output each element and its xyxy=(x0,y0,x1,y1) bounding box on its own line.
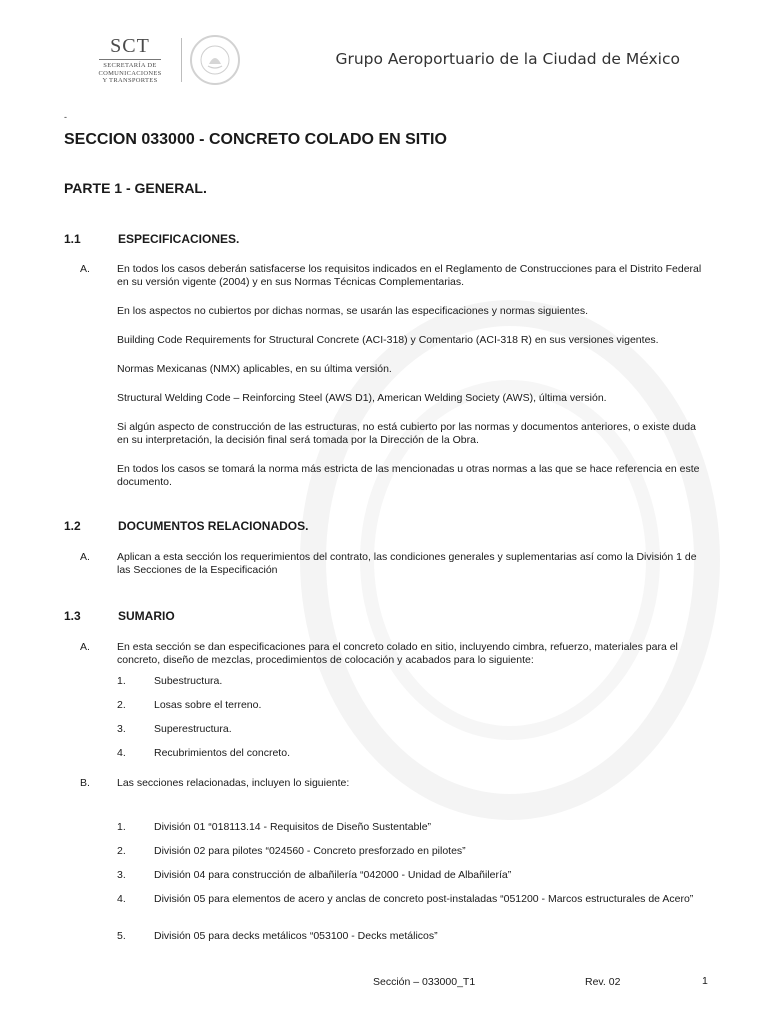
sct-logo-title: SCT xyxy=(110,35,150,57)
sct-logo-line-2: COMUNICACIONES xyxy=(98,69,162,77)
list-number: 3. xyxy=(117,869,126,881)
list-text: División 04 para construcción de albañilería “042000 - Unidad de Albañilería” xyxy=(154,869,512,881)
sct-logo xyxy=(80,36,180,96)
list-item xyxy=(117,675,707,699)
list-item xyxy=(117,821,707,845)
item-body xyxy=(117,641,707,771)
paragraph: Si algún aspecto de construcción de las estructuras, no está cubierto por las normas y documentos anteriores, o existe duda en su interpretación, la decisión final será tomada por la Dirección de la Obra. xyxy=(117,421,696,446)
list-item xyxy=(117,930,707,954)
footer-revision: Rev. 02 xyxy=(585,976,621,988)
list-text: División 05 para decks metálicos “053100 - Decks metálicos” xyxy=(154,930,438,942)
organization-name: Grupo Aeroportuario de la Ciudad de México xyxy=(335,50,680,68)
list-item xyxy=(117,699,707,723)
footer-section-code: Sección – 033000_T1 xyxy=(373,976,476,988)
item-body xyxy=(117,821,707,954)
paragraph: Building Code Requirements for Structural Concrete (ACI-318) y Comentario (ACI-318 R) en sus versiones vigentes. xyxy=(117,334,659,346)
list-text: Subestructura. xyxy=(154,675,223,687)
item-body xyxy=(117,263,707,505)
paragraph: En todos los casos se tomará la norma más estricta de las mencionadas u otras normas a las que se hace referencia en este documento. xyxy=(117,463,700,488)
list-item xyxy=(117,869,707,893)
heading-number: 1.3 xyxy=(64,609,81,623)
item-marker: A. xyxy=(80,641,90,653)
list-number: 2. xyxy=(117,699,126,711)
sct-logo-line-1: SECRETARÍA DE xyxy=(103,62,157,69)
item-body xyxy=(117,777,707,806)
list-number: 2. xyxy=(117,845,126,857)
list-item xyxy=(117,845,707,869)
paragraph: Structural Welding Code – Reinforcing Steel (AWS D1), American Welding Society (AWS), última versión. xyxy=(117,392,607,404)
heading-text: ESPECIFICACIONES. xyxy=(118,232,240,246)
item-marker: B. xyxy=(80,777,90,789)
logo-rule xyxy=(99,59,161,60)
list-item xyxy=(117,723,707,747)
paragraph: Aplican a esta sección los requerimientos del contrato, las condiciones generales y suplementarias así como la División 1 de las Secciones de la Especificación xyxy=(117,551,697,576)
item-marker: A. xyxy=(80,263,90,275)
list-text: División 01 “018113.14 - Requisitos de Diseño Sustentable” xyxy=(154,821,432,833)
list-number: 1. xyxy=(117,821,126,833)
paragraph: En esta sección se dan especificaciones para el concreto colado en sitio, incluyendo cimbra, refuerzo, materiales para el concreto, diseño de mezclas, procedimientos de colocación y acabados para lo siguiente: xyxy=(117,641,678,666)
list-text: División 05 para elementos de acero y anclas de concreto post-instaladas “051200 - Marcos estructurales de Acero” xyxy=(154,893,694,905)
list-text: Recubrimientos del concreto. xyxy=(154,747,290,759)
paragraph: En los aspectos no cubiertos por dichas normas, se usarán las especificaciones y normas siguientes. xyxy=(117,305,588,317)
logo-divider xyxy=(181,38,182,82)
section-title: SECCION 033000 - CONCRETO COLADO EN SITIO xyxy=(64,131,447,148)
item-body xyxy=(117,551,707,593)
paragraph: Normas Mexicanas (NMX) aplicables, en su última versión. xyxy=(117,363,392,375)
list-number: 4. xyxy=(117,747,126,759)
page-header xyxy=(0,0,768,110)
heading-number: 1.1 xyxy=(64,232,81,246)
dash-mark: - xyxy=(64,112,67,122)
item-marker: A. xyxy=(80,551,90,563)
list-number: 3. xyxy=(117,723,126,735)
sct-logo-line-3: Y TRANSPORTES xyxy=(102,77,158,84)
paragraph: En todos los casos deberán satisfacerse los requisitos indicados en el Reglamento de Construcciones para el Distrito Federal en su versión vigente (2004) y en sus Normas Técnicas Complementarias. xyxy=(117,263,702,288)
list-item xyxy=(117,893,707,930)
heading-text: SUMARIO xyxy=(118,609,175,623)
list-text: Superestructura. xyxy=(154,723,232,735)
part-title: PARTE 1 - GENERAL. xyxy=(64,180,207,196)
list-number: 4. xyxy=(117,893,126,905)
heading-text: DOCUMENTOS RELACIONADOS. xyxy=(118,519,309,533)
list-number: 5. xyxy=(117,930,126,942)
page-number: 1 xyxy=(702,975,708,987)
paragraph: Las secciones relacionadas, incluyen lo siguiente: xyxy=(117,777,350,789)
heading-number: 1.2 xyxy=(64,519,81,533)
list-item xyxy=(117,747,707,771)
national-seal-icon xyxy=(190,35,240,85)
list-number: 1. xyxy=(117,675,126,687)
list-text: División 02 para pilotes “024560 - Concreto presforzado en pilotes” xyxy=(154,845,466,857)
list-text: Losas sobre el terreno. xyxy=(154,699,262,711)
